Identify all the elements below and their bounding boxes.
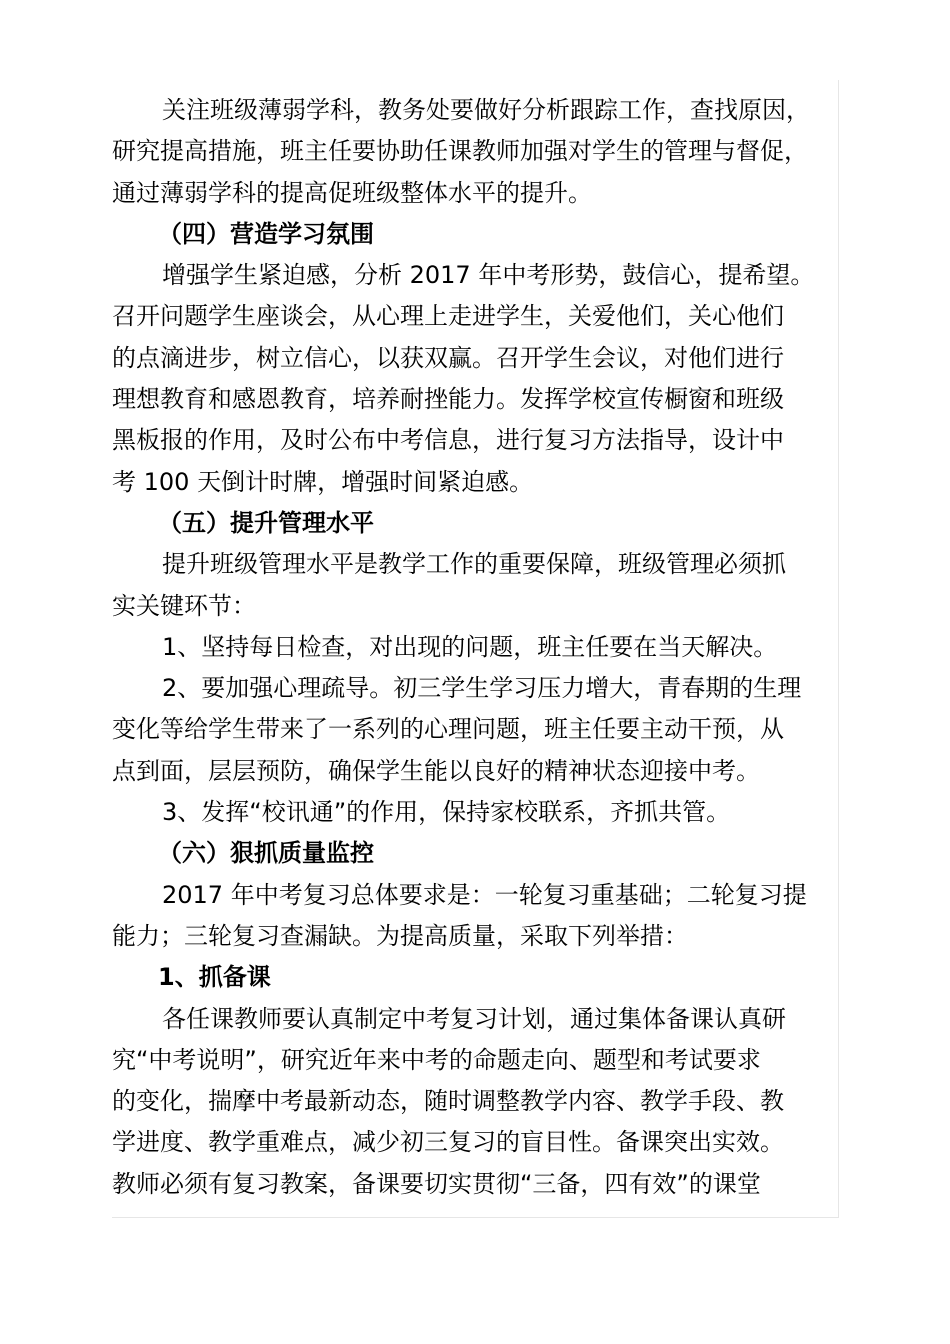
text-line: 学进度、教学重难点，减少初三复习的盲目性。备课突出实效。 (112, 1128, 784, 1157)
text-line: 通过薄弱学科的提高促班级整体水平的提升。 (112, 178, 592, 207)
text-line: 2、要加强心理疏导。初三学生学习压力增大，青春期的生理 (162, 674, 802, 703)
text-line: 2017 年中考复习总体要求是：一轮复习重基础；二轮复习提 (162, 880, 807, 909)
text-line: 关注班级薄弱学科，教务处要做好分析跟踪工作，查找原因， (162, 96, 810, 124)
text-line: 1、坚持每日检查，对出现的问题，班主任要在当天解决。 (162, 632, 778, 661)
text-line: 黑板报的作用，及时公布中考信息，进行复习方法指导，设计中 (112, 426, 784, 455)
text-line: 考 100 天倒计时牌，增强时间紧迫感。 (112, 467, 534, 496)
text-line: 的点滴进步，树立信心，以获双赢。召开学生会议，对他们进行 (112, 343, 784, 372)
text-line: 教师必须有复习教案，备课要切实贯彻“三备，四有效”的课堂 (112, 1169, 761, 1198)
paragraph-review-requirements (112, 875, 842, 958)
section-heading-6 (112, 833, 842, 874)
paragraph-atmosphere (112, 255, 842, 503)
text-line: 变化等给学生带来了一系列的心理问题，班主任要主动干预，从 (112, 715, 784, 744)
document-body (112, 90, 842, 1205)
page-border-bottom (112, 1217, 839, 1218)
list-item-2 (112, 668, 842, 792)
subheading-lesson-prep (112, 957, 842, 998)
text-line: 3、发挥“校讯通”的作用，保持家校联系，齐抓共管。 (162, 798, 731, 827)
text-line: 能力；三轮复习查漏缺。为提高质量，采取下列举措： (112, 921, 688, 950)
heading-text: 1、抓备课 (158, 963, 271, 992)
paragraph-weak-subjects (112, 90, 842, 214)
text-line: 点到面，层层预防，确保学生能以良好的精神状态迎接中考。 (112, 756, 760, 785)
paragraph-management (112, 544, 842, 627)
text-line: 理想教育和感恩教育，培养耐挫能力。发挥学校宣传橱窗和班级 (112, 385, 784, 414)
text-line: 提升班级管理水平是教学工作的重要保障，班级管理必须抓 (162, 550, 786, 579)
list-item-3 (112, 792, 842, 833)
paragraph-lesson-prep (112, 999, 842, 1205)
section-heading-5 (112, 503, 842, 544)
heading-text: （六）狠抓质量监控 (158, 839, 374, 868)
text-line: 实关键环节： (112, 591, 256, 620)
section-heading-4 (112, 214, 842, 255)
text-line: 各任课教师要认真制定中考复习计划，通过集体备课认真研 (162, 1004, 786, 1033)
text-line: 召开问题学生座谈会，从心理上走进学生，关爱他们，关心他们 (112, 302, 784, 331)
text-line: 的变化，揣摩中考最新动态，随时调整教学内容、教学手段、教 (112, 1087, 784, 1116)
text-line: 研究提高措施，班主任要协助任课教师加强对学生的管理与督促， (112, 137, 808, 166)
heading-text: （五）提升管理水平 (158, 508, 374, 537)
heading-text: （四）营造学习氛围 (158, 219, 374, 248)
text-line: 究“中考说明”，研究近年来中考的命题走向、题型和考试要求 (112, 1045, 761, 1074)
list-item-1 (112, 627, 842, 668)
text-line: 增强学生紧迫感，分析 2017 年中考形势，鼓信心，提希望。 (162, 261, 815, 290)
